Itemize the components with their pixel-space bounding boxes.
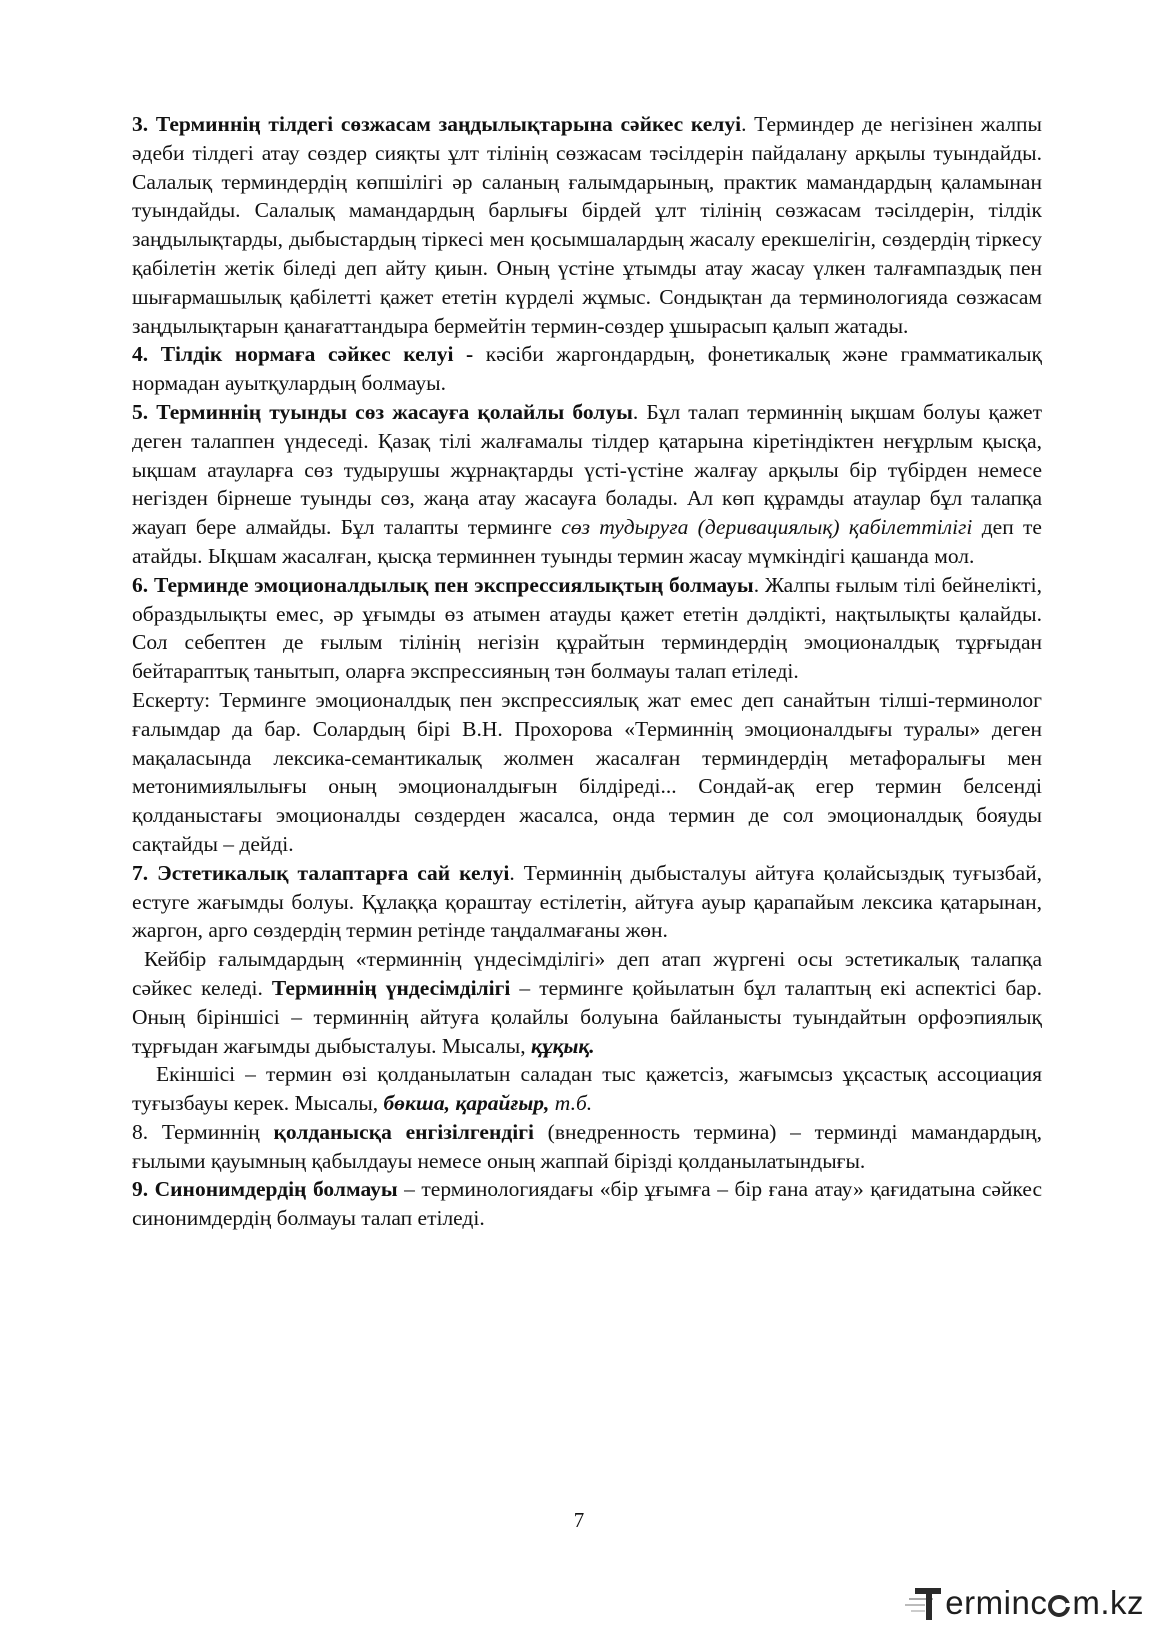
- paragraph-7b-text: Кейбір ғалымдардың «терминнің үндесімділігі» деп атап жүргені осы эстетикалық талапқа сәйкес келеді.: [132, 947, 1042, 1000]
- paragraph-3: [132, 110, 1042, 340]
- paragraph-8-text-end: (внедренность термина) – терминді мамандардың, ғылыми қауымның қабылдауы немесе оның жаппай бірізді қолданылатындығы.: [132, 1119, 1042, 1173]
- paragraph-6-text: . Жалпы ғылым тілі бейнелікті, образдылықты емес, әр ұғымды өз атымен атауды қажет ететін дәлдікті, нақтылықты қалайды. Сол себептен де ғылым тілінің негізін құрайтын терминдердің эмоционалдық тұрғыдан бейтараптық танытып, оларға экспрессияның тән болмауы талап етіледі.: [132, 572, 1042, 684]
- paragraph-4: [132, 340, 1042, 398]
- paragraph-7-text: . Терминнің дыбысталуы айтуға қолайсыздық туғызбай, естуге жағымды болуы. Құлаққа қораштау естілетін, айтуға ауыр қарапайым лексика қатарынан, жаргон, арго сөздердің термин ретінде таңдалмағаны жөн.: [132, 860, 1042, 943]
- paragraph-7: [132, 859, 1042, 945]
- heading-4: 4. Тілдік нормаға сәйкес келуі -: [132, 342, 474, 367]
- heading-3: 3. Терминнің тілдегі сөзжасам заңдылықтарына сәйкес келуі: [132, 112, 742, 136]
- example-kukyk: құқық.: [530, 1033, 595, 1058]
- note-paragraph: [132, 686, 1042, 859]
- termincom-logo[interactable]: [915, 1582, 1144, 1622]
- paragraph-8-text: 8. Терминнің: [132, 1119, 274, 1144]
- paragraph-7c: [132, 1060, 1042, 1118]
- paragraph-7b-bold: Терминнің үндесімділігі: [271, 975, 511, 1000]
- paragraph-5: [132, 398, 1042, 571]
- paragraph-6: [132, 571, 1042, 686]
- logo-o-icon: [1048, 1595, 1070, 1617]
- example-words: бөкша, қарайғыр,: [383, 1091, 550, 1116]
- heading-9: 9. Синонимдердің болмауы: [132, 1177, 398, 1202]
- heading-6: 6. Терминде эмоционалдылық пен экспрессиялықтың болмауы: [132, 572, 754, 597]
- paragraph-5-text: . Бұл талап терминнің ықшам болуы қажет деген талаппен үндеседі. Қазақ тілі жалғамалы тілдер қатарына кіретіндіктен неғұрлым қысқа, ықшам атауларға сөз тудырушы жұрнақтарды үсті-үстіне жалғау арқылы бір түбірден немесе негізден бірнеше туынды сөз, жаңа атау жасауға болады. Ал көп құрамды атаулар бұл талапқа жауап бере алмайды. Бұл талапты терминге: [132, 399, 1042, 540]
- paragraph-9-text: – терминологиядағы «бір ұғымға – бір ғана атау» қағидатына сәйкес синонимдердің болмауы талап етіледі.: [132, 1177, 1042, 1231]
- logo-text-end: m.kz: [1072, 1584, 1144, 1621]
- example-etc: т.б.: [549, 1091, 593, 1116]
- paragraph-8: [132, 1118, 1042, 1176]
- paragraph-9: [132, 1175, 1042, 1233]
- heading-5: 5. Терминнің туынды сөз жасауға қолайлы болуы: [132, 399, 633, 424]
- paragraph-5-italic: сөз тудыруға (деривациялық) қабілеттілігі: [561, 515, 973, 540]
- paragraph-5-text-end: деп те атайды. Ықшам жасалған, қысқа терминнен туынды термин жасау мүмкіндігі қашанда мол.: [132, 515, 1042, 568]
- logo-text-start: erminc: [945, 1584, 1048, 1621]
- heading-7: 7. Эстетикалық талаптарға сай келуі: [132, 860, 510, 885]
- paragraph-7b: [132, 945, 1042, 1060]
- document-body: [132, 110, 1042, 1233]
- paragraph-4-text: кәсіби жаргондардың, фонетикалық және грамматикалық нормадан ауытқулардың болмауы.: [132, 342, 1042, 396]
- paragraph-8-bold: қолданысқа енгізілгендігі: [273, 1119, 534, 1144]
- paragraph-7c-text: Екіншісі – термин өзі қолданылатын саладан тыс қажетсіз, жағымсыз ұқсастық ассоциация туғызбауы керек. Мысалы,: [132, 1062, 1042, 1116]
- page-number: 7: [573, 1508, 585, 1532]
- paragraph-7b-text-end: – терминге қойылатын бұл талаптың екі аспектісі бар. Оның біріншісі – терминнің айтуға қолайлы болуына байланысты туындайтын орфоэпиялық тұрғыдан жағымды дыбысталуы. Мысалы,: [132, 975, 1043, 1058]
- logo-t-icon: [915, 1582, 945, 1622]
- paragraph-3-text: . Терминдер де негізінен жалпы әдеби тілдегі атау сөздер сияқты ұлт тілінің сөзжасам тәсілдерін пайдалану арқылы туындайды. Салалық терминдердің көпшілігі әр саланың ғалымдарының, практик мамандардың қаламынан туындайды. Салалық мамандардың барлығы бірдей ұлт тілінің сөзжасам тәсілдерін, тілдік заңдылықтарды, дыбыстардың тіркесі мен қосымшалардың жасалу ерекшелігін, сөздердің тіркесу қабілетін жетік біледі деп айту қиын. Оның үстіне ұтымды атау жасау үлкен талғампаздық пен шығармашылық қабілетті қажет ететін күрделі жұмыс. Сондықтан да терминологияда сөзжасам заңдылықтарын қанағаттандыра бермейтін термин-сөздер ұшырасып қалып жатады.: [132, 112, 1043, 338]
- note-text: Ескерту: Терминге эмоционалдық пен экспрессиялық жат емес деп санайтын тілші-терминолог ғалымдар да бар. Солардың бірі В.Н. Прохорова «Терминнің эмоционалдығы туралы» деген мақаласында лексика-семантикалық жолмен жасалған терминдердің метафоралығы мен метонимиялылығы оның эмоционалдығын білдіреді... Сондай-ақ егер термин белсенді қолданыстағы эмоционалды сөздерден жасалса, онда термин де сол эмоционалдық бояуды сақтайды – дейді.: [132, 687, 1042, 856]
